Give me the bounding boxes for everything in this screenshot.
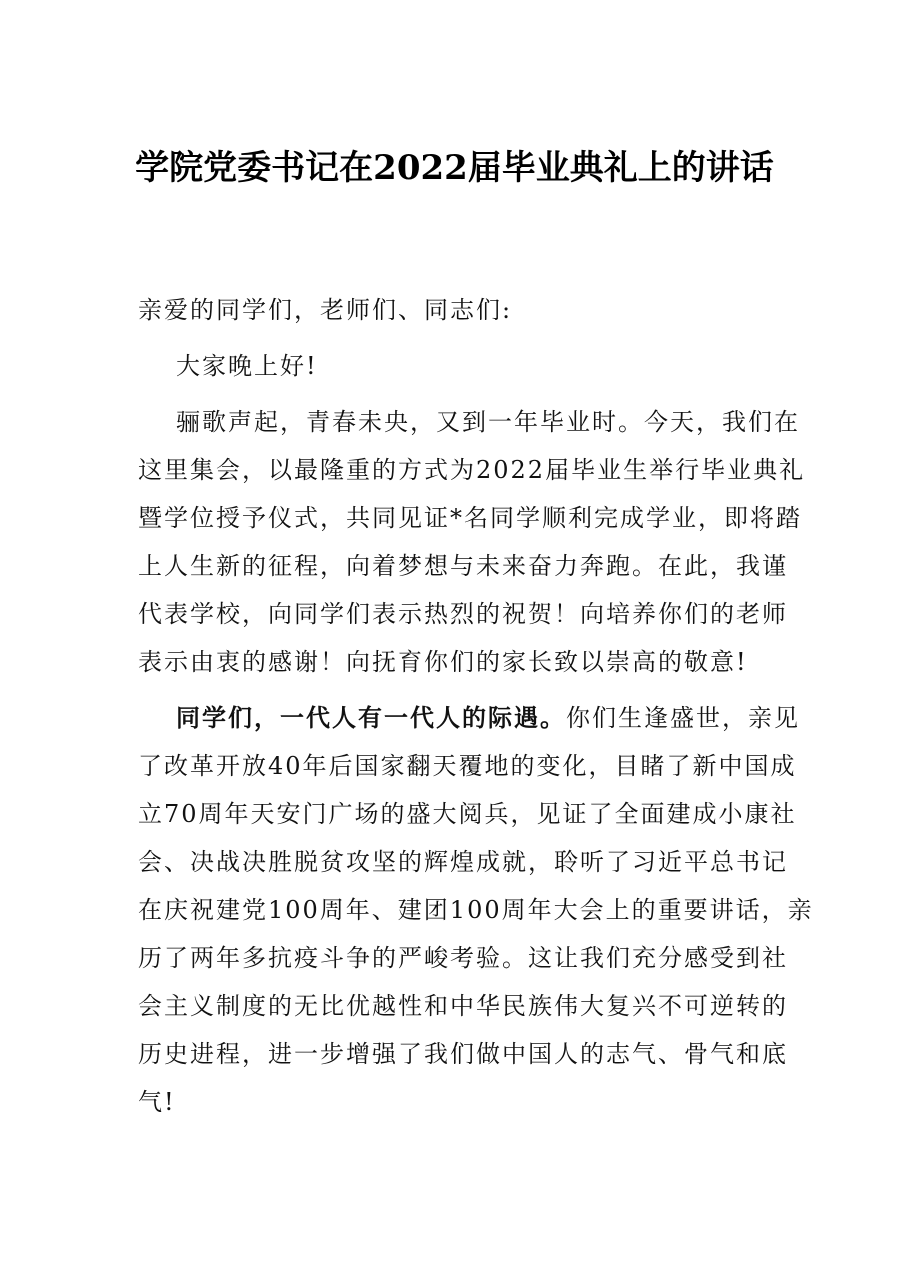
greeting: 大家晚上好! xyxy=(176,352,318,380)
paragraph-2-line: 在庆祝建党100周年、建团100周年大会上的重要讲话，亲 xyxy=(138,896,814,924)
paragraph-2-line: 了改革开放40年后国家翻天覆地的变化，目睹了新中国成 xyxy=(138,752,797,780)
paragraph-2-line: 会主义制度的无比优越性和中华民族伟大复兴不可逆转的 xyxy=(138,992,788,1020)
document-title: 学院党委书记在2022届毕业典礼上的讲话 xyxy=(135,148,774,188)
paragraph-1-line: 这里集会，以最隆重的方式为2022届毕业生举行毕业典礼 xyxy=(138,456,806,484)
paragraph-1-line: 表示由衷的感谢！向抚育你们的家长致以崇高的敬意! xyxy=(138,648,748,676)
paragraph-2-line: 会、决战决胜脱贫攻坚的辉煌成就，聆听了习近平总书记 xyxy=(138,848,788,876)
paragraph-2-first-line-rest: 你们生逢盛世，亲见 xyxy=(566,704,800,732)
paragraph-2-line: 历了两年多抗疫斗争的严峻考验。这让我们充分感受到社 xyxy=(138,944,788,972)
paragraph-2-line: 历史进程，进一步增强了我们做中国人的志气、骨气和底 xyxy=(138,1040,788,1068)
paragraph-2-first-line xyxy=(138,694,800,742)
paragraph-2-last-line: 气! xyxy=(138,1088,176,1116)
paragraph-1-line: 骊歌声起，青春未央，又到一年毕业时。今天，我们在 xyxy=(176,408,800,436)
paragraph-2-bold-lead: 同学们，一代人有一代人的际遇。 xyxy=(176,703,566,732)
paragraph-2-line: 立70周年天安门广场的盛大阅兵，见证了全面建成小康社 xyxy=(138,800,797,828)
paragraph-1-line: 暨学位授予仪式，共同见证*名同学顺利完成学业，即将踏 xyxy=(138,504,802,532)
paragraph-1-line: 代表学校，向同学们表示热烈的祝贺！向培养你们的老师 xyxy=(138,600,788,628)
document-body xyxy=(138,286,814,1126)
paragraph-1-line: 上人生新的征程，向着梦想与未来奋力奔跑。在此，我谨 xyxy=(138,552,788,580)
paragraph-2 xyxy=(138,694,814,1126)
paragraph-1 xyxy=(138,398,806,686)
salutation: 亲爱的同学们，老师们、同志们: xyxy=(138,296,513,324)
